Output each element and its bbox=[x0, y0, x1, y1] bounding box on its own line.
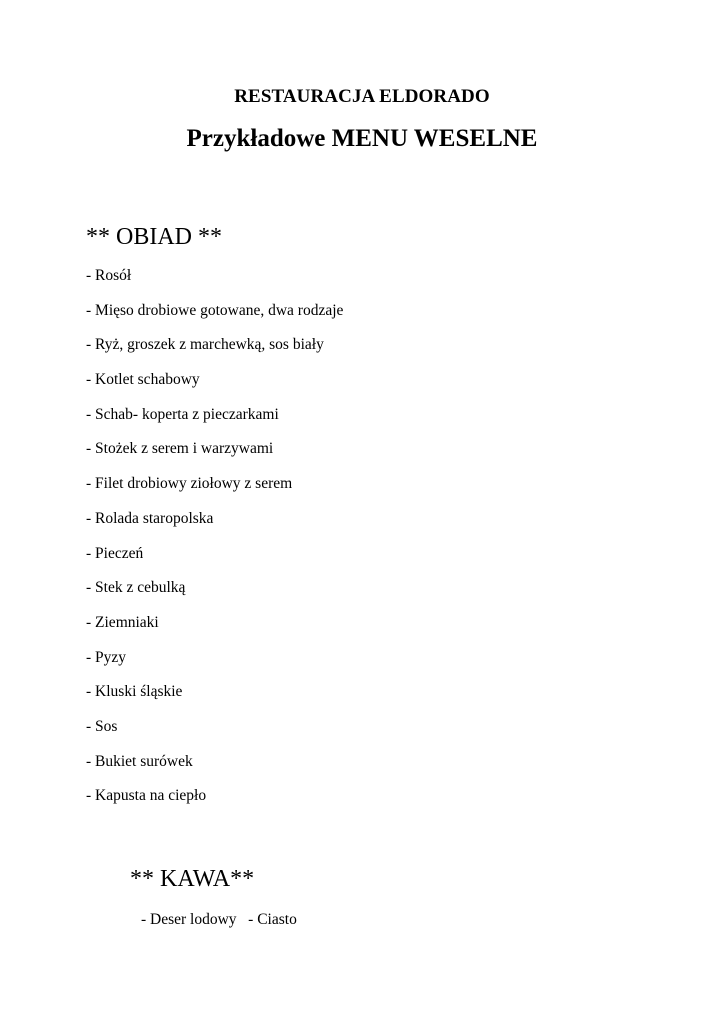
dish-item: - Rolada staropolska bbox=[86, 509, 214, 527]
dish-item: - Kluski śląskie bbox=[86, 683, 183, 701]
dish-item: - Pieczeń bbox=[86, 544, 144, 562]
restaurant-name: RESTAURACJA ELDORADO bbox=[234, 86, 490, 107]
dish-item: - Ziemniaki bbox=[86, 613, 159, 631]
dish-item: - Schab- koperta z pieczarkami bbox=[86, 405, 279, 423]
dish-item: - Kapusta na ciepło bbox=[86, 787, 207, 805]
dish-item: - Stożek z serem i warzywami bbox=[86, 440, 274, 458]
dish-item: - Filet drobiowy ziołowy z serem bbox=[86, 475, 293, 493]
dish-item: - Bukiet surówek bbox=[86, 752, 193, 770]
kawa-section-heading: ** KAWA** bbox=[130, 866, 255, 892]
dish-item: - Pyzy bbox=[86, 648, 127, 666]
menu-title: Przykładowe MENU WESELNE bbox=[186, 125, 538, 152]
dish-item: - Ryż, groszek z marchewką, sos biały bbox=[86, 336, 324, 354]
kawa-dessert-line: - Deser lodowy - Ciasto bbox=[141, 911, 297, 928]
obiad-section-heading: ** OBIAD ** bbox=[86, 224, 222, 250]
obiad-dish-list bbox=[86, 264, 343, 819]
dish-item: - Sos bbox=[86, 717, 118, 735]
dish-item: - Stek z cebulką bbox=[86, 579, 186, 597]
dish-item: - Mięso drobiowe gotowane, dwa rodzaje bbox=[86, 301, 344, 319]
dish-item: - Rosół bbox=[86, 267, 132, 284]
dish-item: - Kotlet schabowy bbox=[86, 371, 200, 389]
